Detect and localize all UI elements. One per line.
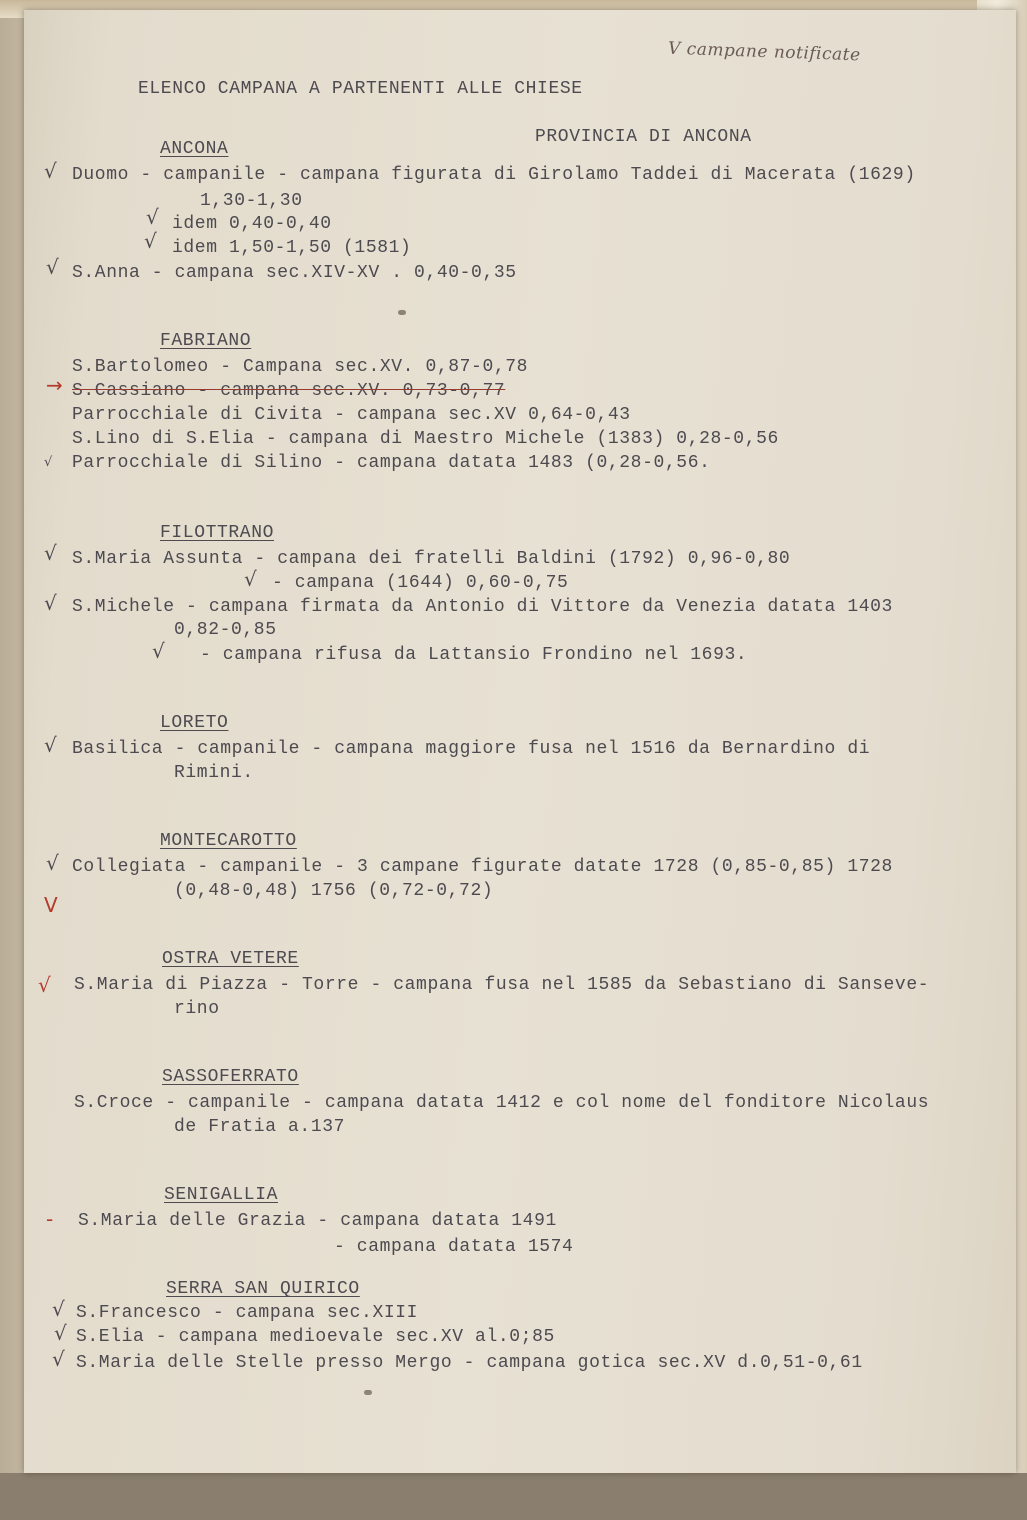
section-heading-sassoferrato: SASSOFERRATO <box>162 1067 299 1087</box>
check-mark: √ <box>44 455 53 470</box>
entry-line: Basilica - campanile - campana maggiore fusa nel 1516 da Bernardino di <box>72 739 871 759</box>
check-mark: √ <box>38 973 52 997</box>
handwritten-note: V campane notificate <box>667 38 861 66</box>
check-mark: √ <box>244 567 258 591</box>
entry-line: - campana rifusa da Lattansio Frondino nel 1693. <box>200 645 748 665</box>
entry-line: - campana (1644) 0,60-0,75 <box>272 573 569 593</box>
ink-speck <box>398 310 406 315</box>
check-mark: √ <box>44 591 58 615</box>
check-mark: - <box>46 1207 54 1231</box>
entry-line: S.Croce - campanile - campana datata 1412 e col nome del fonditore Nicolaus <box>74 1093 930 1113</box>
entry-line: Rimini. <box>174 763 254 783</box>
entry-line: S.Cassiano - campana sec.XV. 0,73-0,77 <box>72 381 506 401</box>
check-mark: √ <box>44 159 58 183</box>
entry-line: Parrocchiale di Silino - campana datata 1483 (0,28-0,56. <box>72 453 711 473</box>
entry-line: S.Michele - campana firmata da Antonio di Vittore da Venezia datata 1403 <box>72 597 893 617</box>
check-mark: √ <box>52 1297 66 1321</box>
check-mark: √ <box>54 1321 68 1345</box>
entry-line: idem 1,50-1,50 (1581) <box>172 238 412 258</box>
entry-line: S.Maria delle Stelle presso Mergo - campana gotica sec.XV d.0,51-0,61 <box>76 1353 863 1373</box>
entry-line: S.Maria Assunta - campana dei fratelli Baldini (1792) 0,96-0,80 <box>72 549 791 569</box>
section-heading-loreto: LORETO <box>160 713 229 733</box>
entry-line: 0,82-0,85 <box>174 620 277 640</box>
check-mark: √ <box>146 205 160 229</box>
check-mark: √ <box>52 1347 66 1371</box>
section-heading-fabriano: FABRIANO <box>160 331 252 351</box>
entry-line: S.Maria delle Grazia - campana datata 1491 <box>78 1211 557 1231</box>
section-heading-filottrano: FILOTTRANO <box>160 523 275 543</box>
entry-line: Parrocchiale di Civita - campana sec.XV 0,64-0,43 <box>72 405 631 425</box>
check-mark: √ <box>46 851 60 875</box>
check-mark: √ <box>152 639 166 663</box>
entry-line: rino <box>174 999 220 1019</box>
entry-line: (0,48-0,48) 1756 (0,72-0,72) <box>174 881 494 901</box>
section-heading-serra-san-quirico: SERRA SAN QUIRICO <box>166 1279 360 1299</box>
entry-line: idem 0,40-0,40 <box>172 214 332 234</box>
section-heading-ostra-vetere: OSTRA VETERE <box>162 949 299 969</box>
entry-line: Duomo - campanile - campana figurata di Girolamo Taddei di Macerata (1629) <box>72 165 916 185</box>
check-mark: √ <box>144 229 158 253</box>
check-mark: √ <box>46 255 60 279</box>
entry-line: S.Maria di Piazza - Torre - campana fusa nel 1585 da Sebastiano di Sanseve- <box>74 975 930 995</box>
check-mark: V <box>44 893 59 917</box>
check-mark: √ <box>44 733 58 757</box>
entry-line: S.Lino di S.Elia - campana di Maestro Michele (1383) 0,28-0,56 <box>72 429 779 449</box>
province-label: PROVINCIA DI ANCONA <box>535 127 752 147</box>
document-title: ELENCO CAMPANA A PARTENENTI ALLE CHIESE <box>138 79 583 99</box>
entry-line: Collegiata - campanile - 3 campane figurate datate 1728 (0,85-0,85) 1728 <box>72 857 893 877</box>
check-mark: → <box>46 373 64 397</box>
entry-line: 1,30-1,30 <box>200 191 303 211</box>
entry-line: - campana datata 1574 <box>334 1237 574 1257</box>
entry-line: S.Elia - campana medioevale sec.XV al.0;85 <box>76 1327 555 1347</box>
ink-speck <box>364 1390 372 1395</box>
check-mark: √ <box>44 541 58 565</box>
entry-line: S.Bartolomeo - Campana sec.XV. 0,87-0,78 <box>72 357 529 377</box>
section-heading-ancona: ANCONA <box>160 139 229 159</box>
entry-line: S.Anna - campana sec.XIV-XV . 0,40-0,35 <box>72 263 517 283</box>
section-heading-montecarotto: MONTECAROTTO <box>160 831 297 851</box>
entry-line: de Fratia a.137 <box>174 1117 346 1137</box>
entry-line: S.Francesco - campana sec.XIII <box>76 1303 419 1323</box>
section-heading-senigallia: SENIGALLIA <box>164 1185 279 1205</box>
